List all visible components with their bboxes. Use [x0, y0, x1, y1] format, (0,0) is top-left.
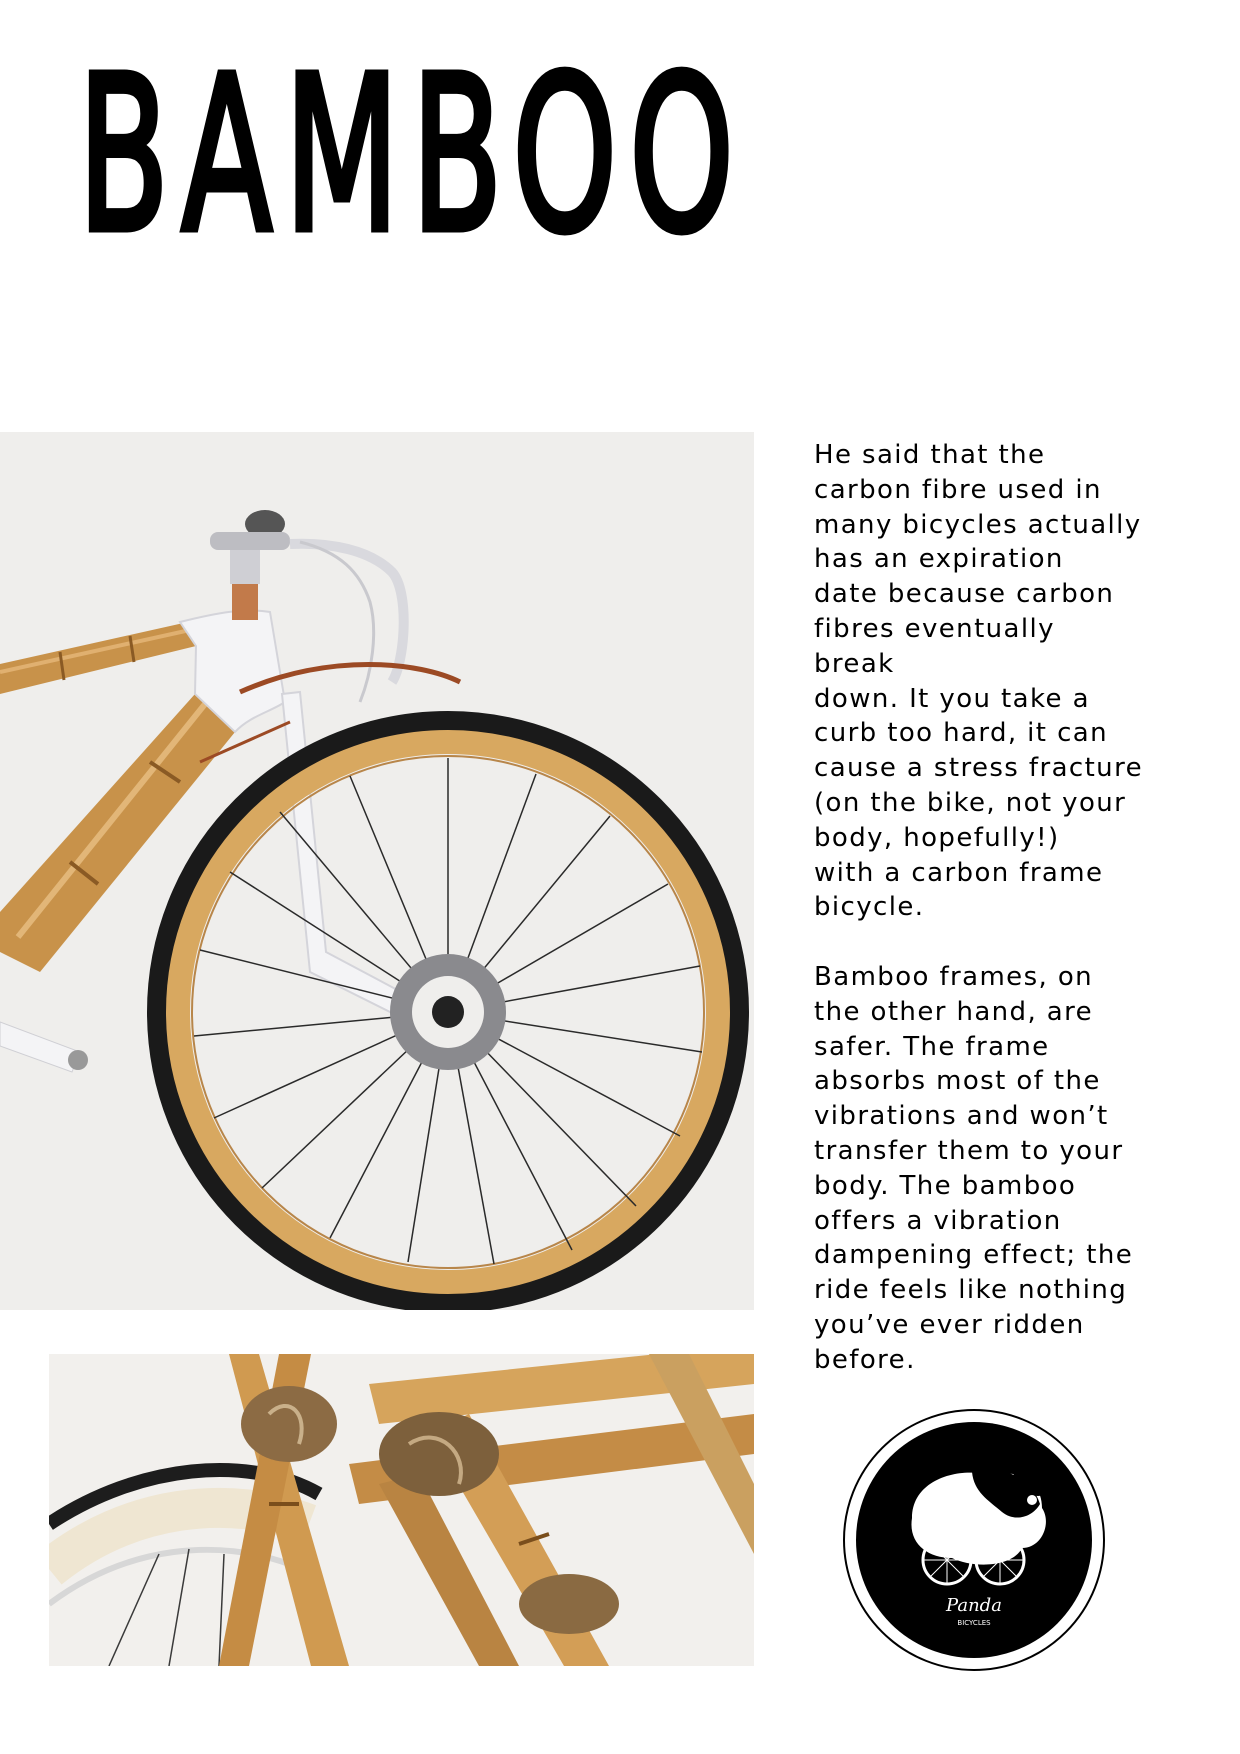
- page-title: BAMBOO: [78, 31, 747, 280]
- panda-bicycles-logo: [842, 1408, 1106, 1672]
- bike-front-photo: [0, 432, 754, 1310]
- logo-brand-sub: BICYCLES: [957, 1619, 991, 1627]
- article-body: [814, 438, 1144, 1378]
- paragraph-carbon: He said that the carbon fibre used in many bicycles actually has an expiration date because carbon fibres eventually break down. It you take a curb too hard, it can cause a stress fracture (on the bike, not your body, hopefully!) with a carbon frame bicycle.: [814, 440, 1143, 923]
- bamboo-frame-detail-photo: [49, 1354, 754, 1666]
- paragraph-bamboo: Bamboo frames, on the other hand, are safer. The frame absorbs most of the vibrations and won’t transfer them to your body. The bamboo offers a vibration dampening effect; the ride feels like nothing you’ve ever ridden before.: [814, 961, 1134, 1375]
- logo-brand-name: Panda: [946, 1595, 1002, 1616]
